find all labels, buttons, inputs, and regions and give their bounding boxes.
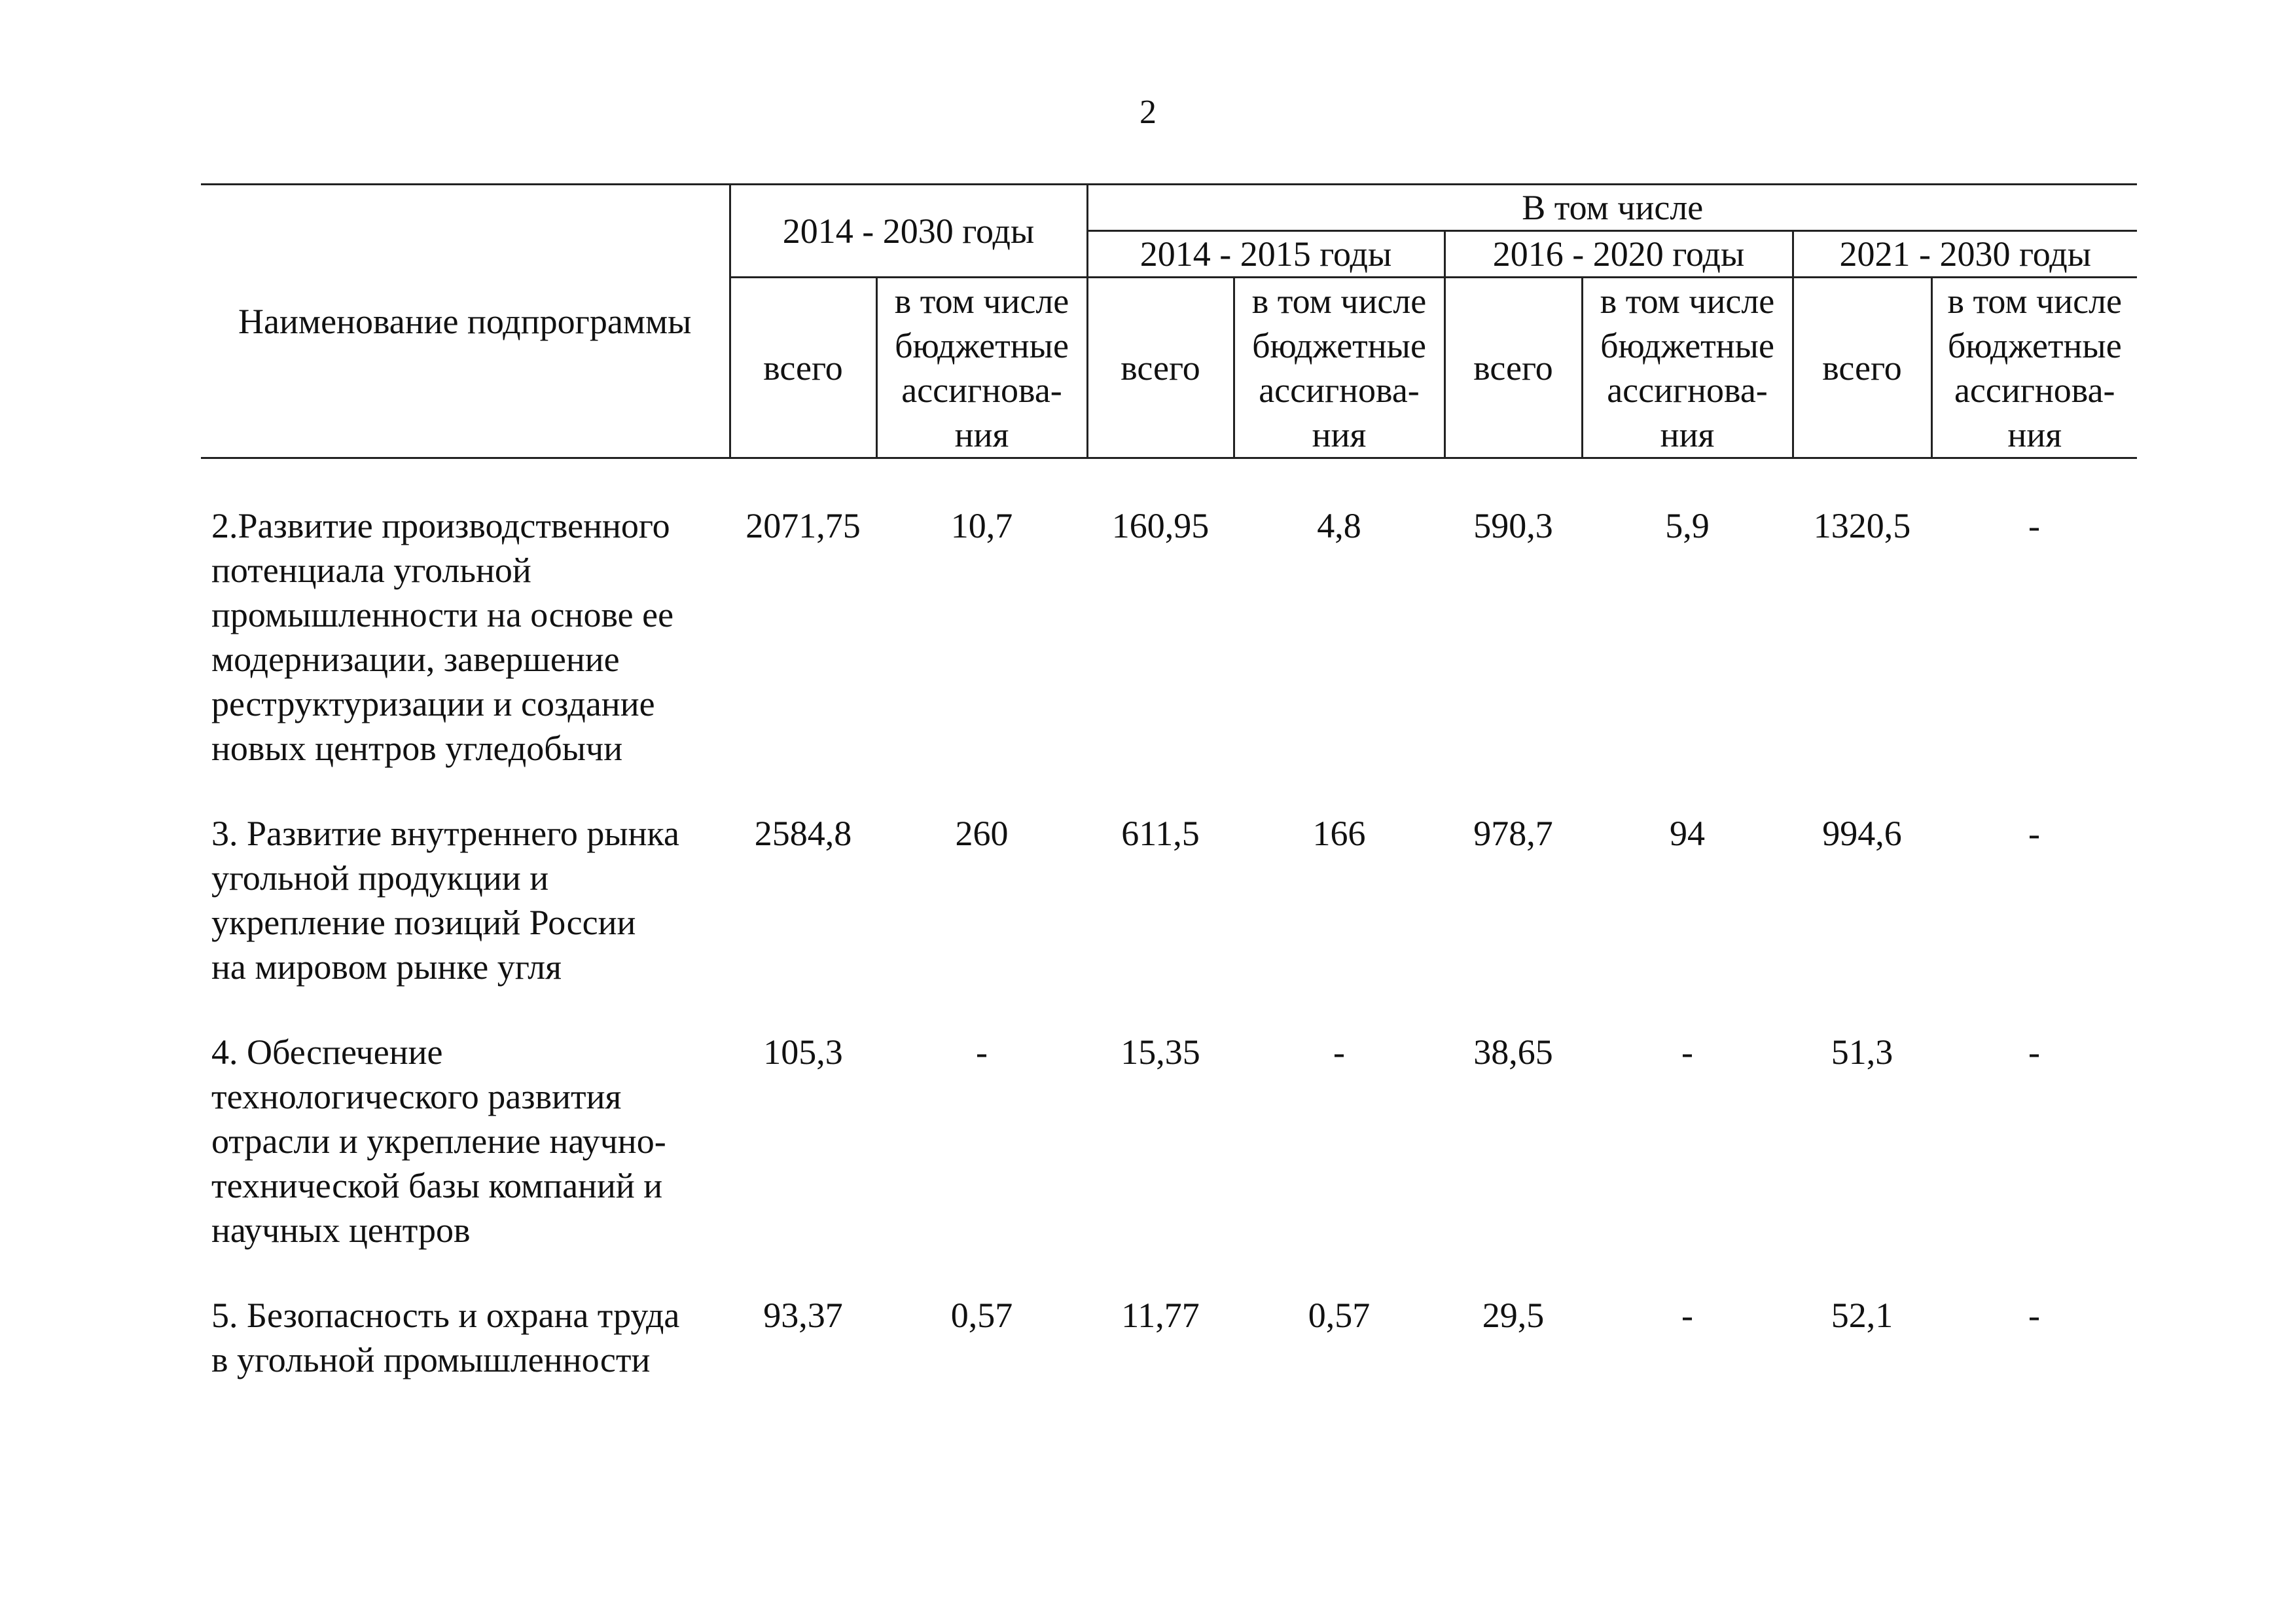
header-budget: в том числе бюджетные ассигнова- ния [1582, 278, 1793, 458]
header-period-2014-2015: 2014 - 2015 годы [1087, 231, 1444, 278]
value-cell: 51,3 [1831, 1032, 1893, 1072]
value-cell: 160,95 [1111, 506, 1210, 545]
header-period-2016-2020: 2016 - 2020 годы [1444, 231, 1793, 278]
table-row [201, 1293, 2137, 1423]
value-cell: - [1333, 1032, 1345, 1072]
subprogram-name: 2.Развитие производственного потенциала угольной промышленности на основе ее модернизации, завершение реструктуризации и создание новых центров угледобычи [211, 506, 674, 768]
value-cell: - [2028, 814, 2040, 853]
value-cell: - [976, 1032, 988, 1072]
subprogram-name: 5. Безопасность и охрана труда в угольной промышленности [211, 1296, 680, 1379]
header-total: всего [1444, 278, 1582, 458]
header-period-2021-2030: 2021 - 2030 годы [1793, 231, 2137, 278]
table-row [201, 503, 2137, 811]
value-cell: 994,6 [1822, 814, 1902, 853]
subprogram-name: 3. Развитие внутреннего рынка угольной продукции и укрепление позиций России на мировом рынке угля [211, 814, 679, 987]
value-cell: 93,37 [763, 1296, 843, 1335]
header-total: всего [1793, 278, 1931, 458]
value-cell: 10,7 [950, 506, 1013, 545]
value-cell: 166 [1312, 814, 1366, 853]
budget-table-container [201, 183, 2137, 1423]
header-budget: в том числе бюджетные ассигнова- ния [1234, 278, 1444, 458]
value-cell: - [1681, 1032, 1693, 1072]
value-cell: 611,5 [1121, 814, 1200, 853]
value-cell: 260 [955, 814, 1009, 853]
value-cell: 94 [1670, 814, 1705, 853]
header-period-total: 2014 - 2030 годы [730, 185, 1087, 278]
value-cell: 15,35 [1121, 1032, 1200, 1072]
value-cell: 590,3 [1473, 506, 1553, 545]
value-cell: - [1681, 1296, 1693, 1335]
value-cell: - [2028, 1032, 2040, 1072]
value-cell: 4,8 [1317, 506, 1361, 545]
value-cell: 0,57 [950, 1296, 1013, 1335]
value-cell: 105,3 [763, 1032, 843, 1072]
table-row [201, 1030, 2137, 1293]
header-total: всего [730, 278, 876, 458]
header-including: В том числе [1087, 185, 2137, 231]
page-number: 2 [1139, 94, 1157, 131]
value-cell: - [2028, 1296, 2040, 1335]
header-total: всего [1087, 278, 1234, 458]
value-cell: 978,7 [1473, 814, 1553, 853]
value-cell: 11,77 [1121, 1296, 1200, 1335]
header-budget: в том числе бюджетные ассигнова- ния [1931, 278, 2137, 458]
value-cell: 29,5 [1482, 1296, 1545, 1335]
budget-table [201, 183, 2137, 1423]
value-cell: 38,65 [1473, 1032, 1553, 1072]
table-row [201, 811, 2137, 1030]
value-cell: 52,1 [1831, 1296, 1893, 1335]
header-budget: в том числе бюджетные ассигнова- ния [876, 278, 1087, 458]
value-cell: 2071,75 [745, 506, 861, 545]
subprogram-name: 4. Обеспечение технологического развития отрасли и укрепление научно- технической базы компаний и научных центров [211, 1032, 666, 1250]
value-cell: 5,9 [1665, 506, 1710, 545]
value-cell: - [2028, 506, 2040, 545]
value-cell: 2584,8 [754, 814, 852, 853]
value-cell: 0,57 [1308, 1296, 1371, 1335]
value-cell: 1320,5 [1813, 506, 1911, 545]
header-subprogram-name: Наименование подпрограммы [201, 185, 730, 458]
table-header [201, 185, 2137, 458]
table-body [201, 458, 2137, 1423]
